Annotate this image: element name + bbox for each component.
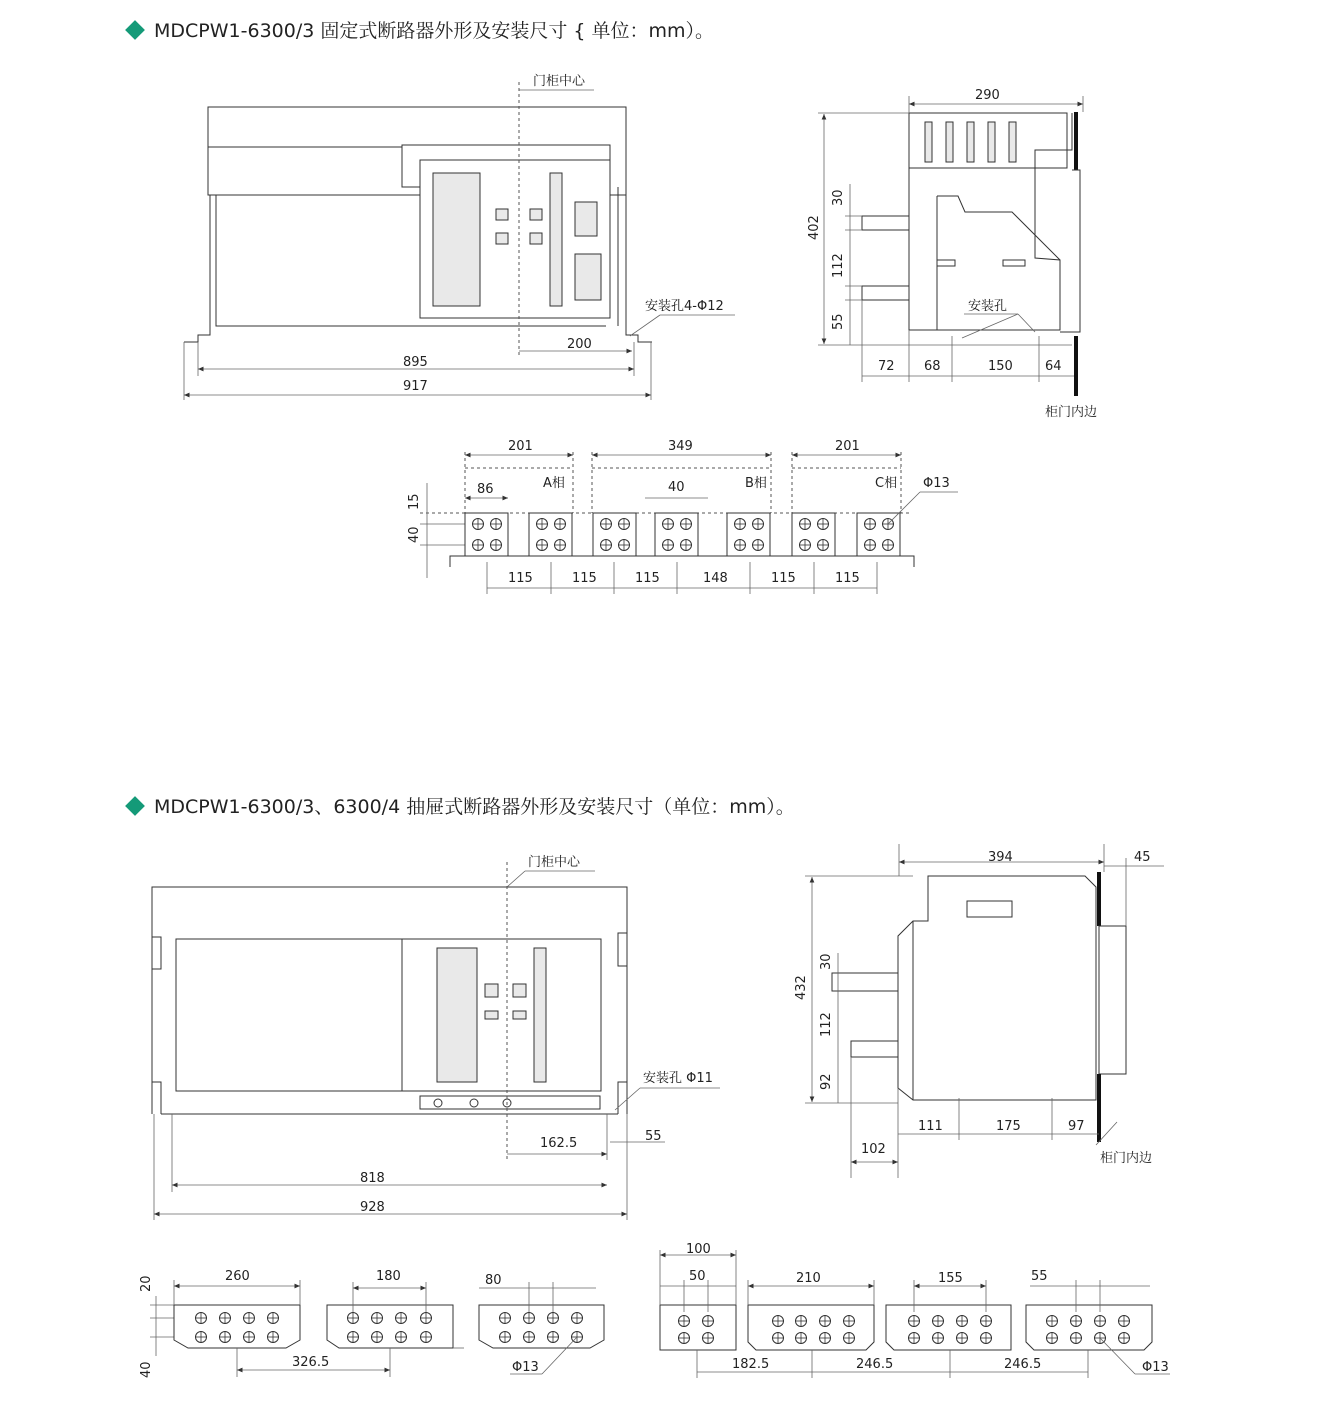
dim-150: 150 bbox=[988, 359, 1013, 374]
dim-115-5: 115 bbox=[835, 571, 860, 586]
dim-92-side: 92 bbox=[819, 1073, 834, 1090]
draw-out-side-view bbox=[794, 844, 1164, 1178]
dim-115-1: 115 bbox=[508, 571, 533, 586]
section2-title: MDCPW1-6300/3、6300/4 抽屉式断路器外形及安装尺寸（单位：mm）。 bbox=[128, 792, 795, 819]
phase-a-label: A相 bbox=[543, 476, 565, 491]
dim-162-5: 162.5 bbox=[540, 1136, 578, 1151]
section1-title: MDCPW1-6300/3 固定式断路器外形及安装尺寸 { 单位：mm）。 bbox=[128, 16, 714, 43]
phase-c-label: C相 bbox=[875, 476, 898, 491]
phase-b-label: B相 bbox=[745, 476, 767, 491]
hole-dia-13-b: Φ13 bbox=[512, 1360, 539, 1375]
dim-182-5: 182.5 bbox=[732, 1357, 770, 1372]
dim-201-c: 201 bbox=[835, 439, 860, 454]
dim-175: 175 bbox=[996, 1119, 1021, 1134]
dim-155: 155 bbox=[938, 1271, 963, 1286]
door-center-label: 门柜中心 bbox=[533, 74, 586, 89]
dim-68: 68 bbox=[924, 359, 941, 374]
dim-818: 818 bbox=[360, 1171, 385, 1186]
dim-246-5-b: 246.5 bbox=[1004, 1357, 1042, 1372]
dim-64: 64 bbox=[1045, 359, 1062, 374]
fixed-terminal-layout bbox=[407, 439, 958, 594]
dim-15: 15 bbox=[407, 493, 422, 510]
dim-115-2: 115 bbox=[572, 571, 597, 586]
mount-hole-label: 安装孔4-Φ12 bbox=[645, 299, 724, 314]
dim-50: 50 bbox=[689, 1269, 706, 1284]
dim-432: 432 bbox=[794, 975, 809, 1000]
door-inner-edge-label: 柜门内边 bbox=[1045, 405, 1098, 420]
dim-201-a: 201 bbox=[508, 439, 533, 454]
dim-55-front: 55 bbox=[645, 1129, 662, 1144]
dim-30-side: 30 bbox=[819, 953, 834, 970]
dim-917: 917 bbox=[403, 379, 428, 394]
mount-hole-label-2: 安装孔 Φ11 bbox=[643, 1071, 713, 1086]
dim-55-terminal: 55 bbox=[1031, 1269, 1048, 1284]
dim-30: 30 bbox=[831, 189, 846, 206]
mount-hole-label-side: 安装孔 bbox=[968, 299, 1008, 314]
dim-40: 40 bbox=[668, 480, 685, 495]
dim-45: 45 bbox=[1134, 850, 1151, 865]
dim-148: 148 bbox=[703, 571, 728, 586]
door-inner-edge-label-2: 柜门内边 bbox=[1100, 1151, 1153, 1166]
hole-dia-13: Φ13 bbox=[923, 476, 950, 491]
dim-928: 928 bbox=[360, 1200, 385, 1215]
draw-out-4pole-terminals bbox=[660, 1242, 1170, 1378]
dim-200: 200 bbox=[567, 337, 592, 352]
dim-55: 55 bbox=[831, 313, 846, 330]
dim-80: 80 bbox=[485, 1273, 502, 1288]
dim-40-v2: 40 bbox=[139, 1361, 154, 1378]
dim-290: 290 bbox=[975, 88, 1000, 103]
terminal-blocks bbox=[465, 513, 900, 556]
dim-86: 86 bbox=[477, 482, 494, 497]
dim-210: 210 bbox=[796, 1271, 821, 1286]
dim-115-3: 115 bbox=[635, 571, 660, 586]
dim-100: 100 bbox=[686, 1242, 711, 1257]
dim-895: 895 bbox=[403, 355, 428, 370]
dim-112-side: 112 bbox=[819, 1012, 834, 1037]
draw-out-front-view bbox=[152, 854, 720, 1220]
dim-260: 260 bbox=[225, 1269, 250, 1284]
dim-111: 111 bbox=[918, 1119, 943, 1134]
dim-40-vertical: 40 bbox=[407, 526, 422, 543]
dim-97: 97 bbox=[1068, 1119, 1085, 1134]
hole-dia-13-c: Φ13 bbox=[1142, 1360, 1169, 1375]
draw-out-3pole-terminals bbox=[139, 1269, 604, 1378]
dim-180: 180 bbox=[376, 1269, 401, 1284]
dim-115-4: 115 bbox=[771, 571, 796, 586]
dim-349: 349 bbox=[668, 439, 693, 454]
dim-246-5-a: 246.5 bbox=[856, 1357, 894, 1372]
door-center-label-2: 门柜中心 bbox=[528, 855, 581, 870]
dim-112: 112 bbox=[831, 253, 846, 278]
dim-102: 102 bbox=[861, 1142, 886, 1157]
fixed-side-view bbox=[807, 88, 1097, 420]
dim-402: 402 bbox=[807, 215, 822, 240]
fixed-front-view bbox=[184, 73, 735, 400]
dim-326-5: 326.5 bbox=[292, 1355, 330, 1370]
dim-20: 20 bbox=[139, 1275, 154, 1292]
dim-72: 72 bbox=[878, 359, 895, 374]
dim-394: 394 bbox=[988, 850, 1013, 865]
